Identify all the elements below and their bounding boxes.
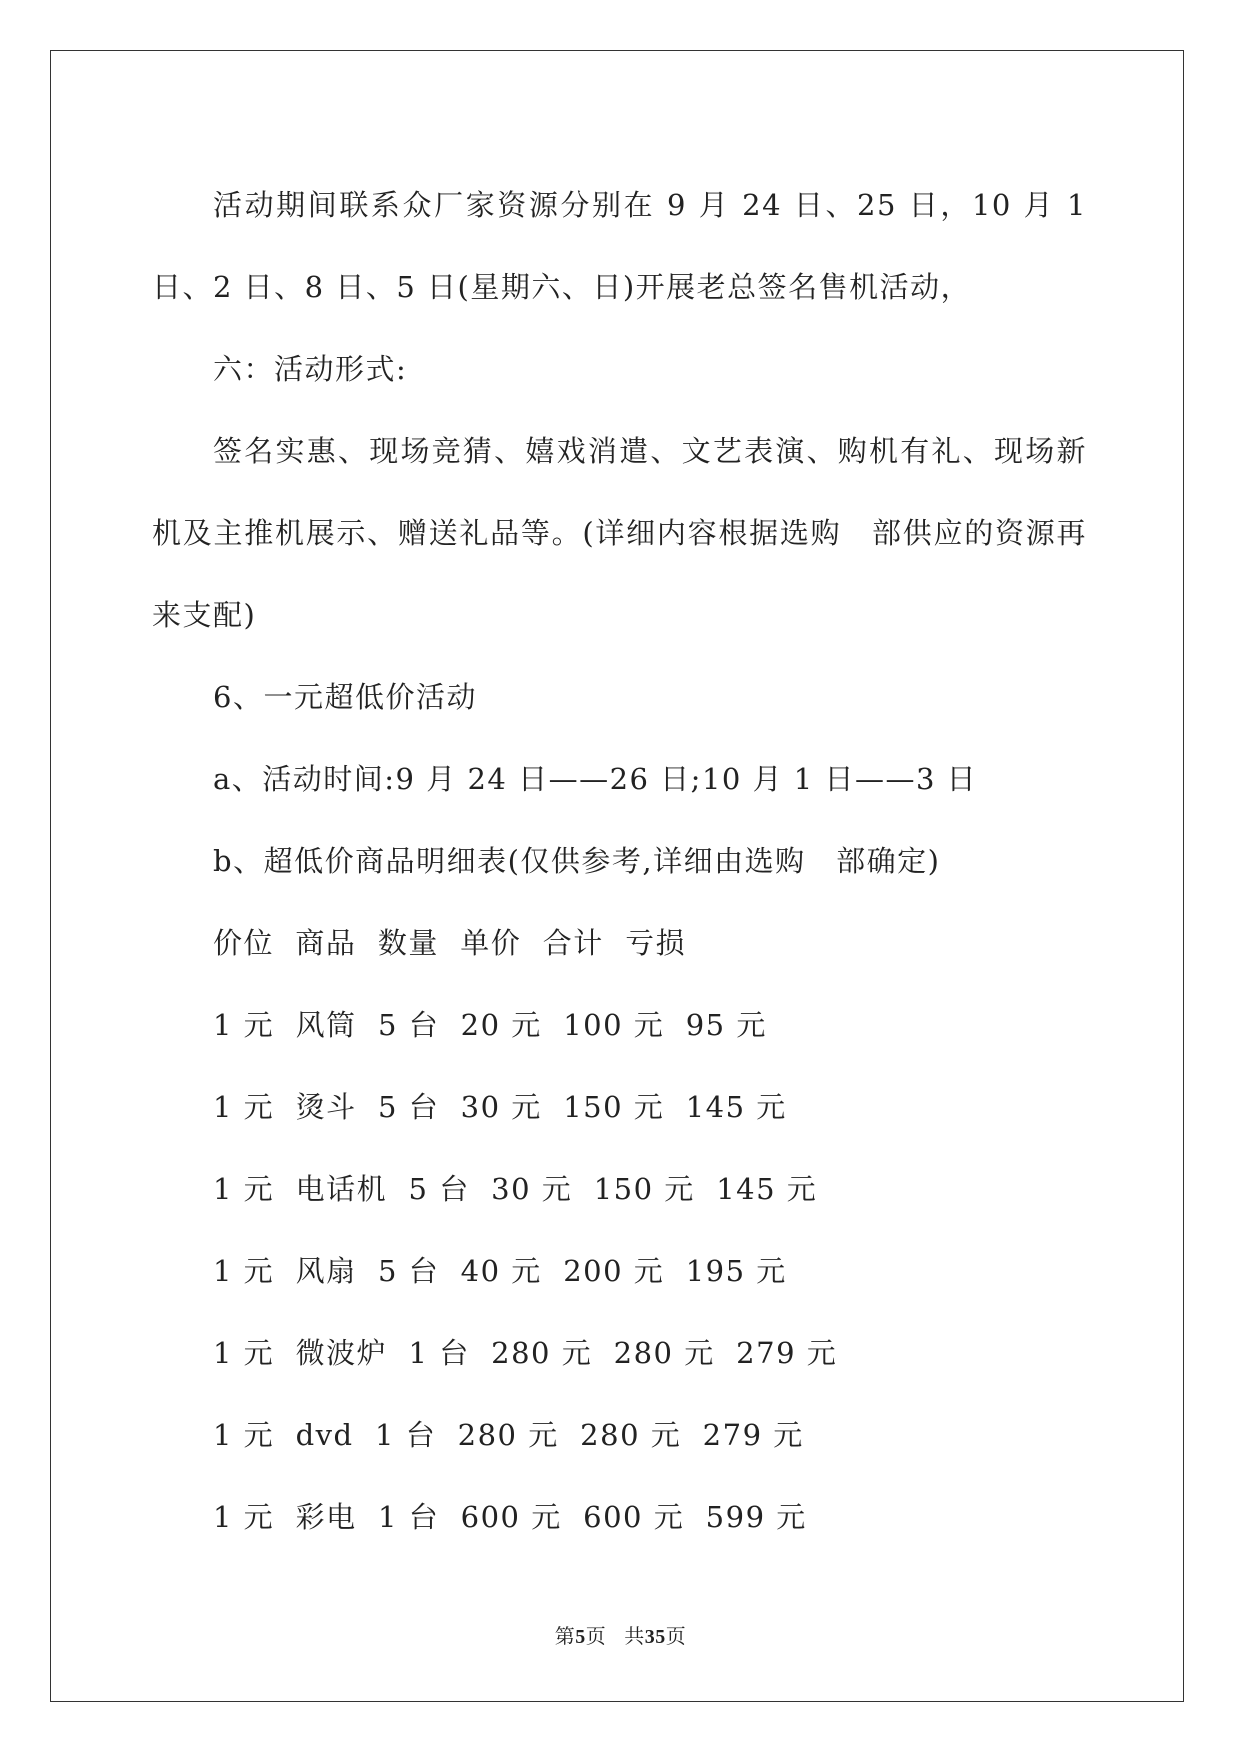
paragraph-activity-form: 签名实惠、现场竞猜、嬉戏消遣、文艺表演、购机有礼、现场新机及主推机展示、赠送礼品等。(详细内容根据选购 部供应的资源再来支配) (152, 434, 1087, 632)
table-row: 1 元 彩电 1 台 600 元 600 元 599 元 (213, 1500, 807, 1534)
table-row: 1 元 dvd 1 台 280 元 280 元 279 元 (213, 1418, 804, 1452)
table-row: 1 元 电话机 5 台 30 元 150 元 145 元 (213, 1172, 818, 1206)
section-heading-one-yuan: 6、一元超低价活动 (213, 680, 477, 714)
paragraph-sign-event: 活动期间联系众厂家资源分别在 9 月 24 日、25 日，10 月 1 日、2 日、8 日、5 日(星期六、日)开展老总签名售机活动， (152, 188, 1087, 304)
footer-prefix: 第 (554, 1626, 576, 1648)
table-row: 1 元 风筒 5 台 20 元 100 元 95 元 (213, 1008, 767, 1042)
footer-total-unit: 页 (665, 1626, 687, 1648)
section-heading-activity-form: 六：活动形式: (213, 352, 408, 386)
paragraph-detail-table-title: b、超低价商品明细表(仅供参考,详细由选购 部确定) (213, 844, 941, 878)
document-body (152, 168, 1087, 1558)
page-footer (0, 1620, 1241, 1649)
table-row: 1 元 风扇 5 台 40 元 200 元 195 元 (213, 1254, 787, 1288)
table-header-row: 价位 商品 数量 单价 合计 亏损 (213, 926, 687, 960)
footer-page-number: 5 (575, 1626, 586, 1648)
table-row: 1 元 烫斗 5 台 30 元 150 元 145 元 (213, 1090, 787, 1124)
paragraph-activity-time: a、活动时间:9 月 24 日——26 日;10 月 1 日——3 日 (213, 762, 978, 796)
footer-total-prefix: 共 (624, 1626, 645, 1648)
price-table (152, 902, 1087, 1558)
footer-page-unit: 页 (585, 1626, 607, 1648)
table-row: 1 元 微波炉 1 台 280 元 280 元 279 元 (213, 1336, 838, 1370)
footer-total-pages: 35 (644, 1626, 666, 1648)
